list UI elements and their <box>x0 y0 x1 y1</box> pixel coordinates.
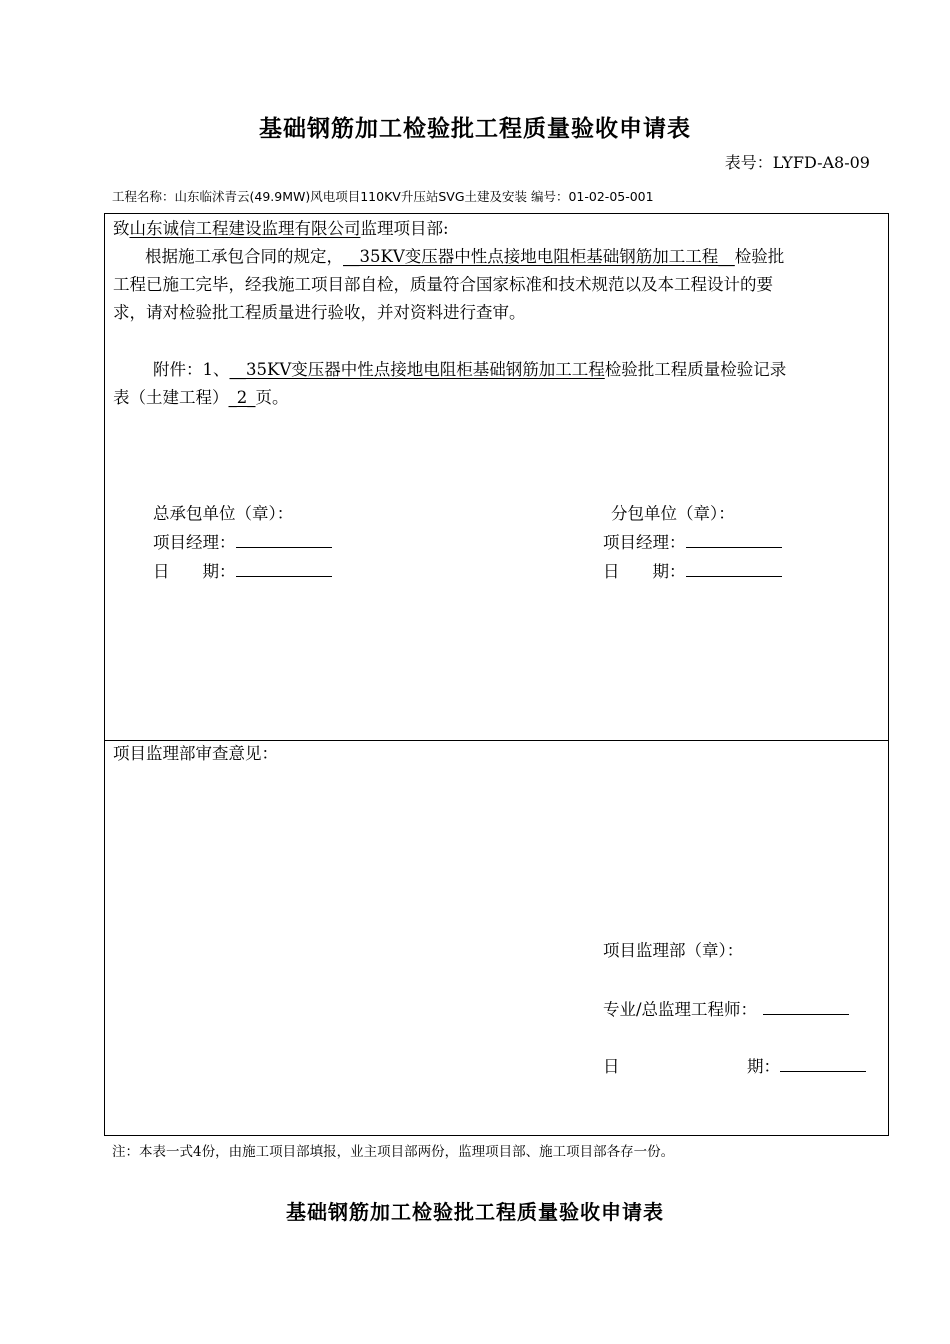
attachment-line-2 <box>113 384 289 412</box>
sc-date-row <box>603 558 782 586</box>
sc-date-label: 日 期： <box>603 562 686 581</box>
sc-manager-field[interactable] <box>686 533 782 548</box>
engineer-row <box>603 996 849 1024</box>
request-line-2: 工程已施工完毕，经我施工项目部自检，质量符合国家标准和技术规范以及本工程设计的要 <box>113 275 773 294</box>
review-section <box>104 740 889 1136</box>
gc-date-label: 日 期： <box>153 562 236 581</box>
engineer-label: 专业/总监理工程师： <box>603 1000 758 1019</box>
attachment-mid: 检验批工程质量检验记录 <box>604 360 787 379</box>
sc-manager-row <box>603 529 782 557</box>
footnote: 注：本表一式4份，由施工项目部填报，业主项目部两份，监理项目部、施工项目部各存一份。 <box>112 1144 675 1160</box>
subcontractor-label: 分包单位（章）： <box>611 504 735 523</box>
review-date-field[interactable] <box>780 1057 866 1072</box>
review-opinion-label: 项目监理部审查意见： <box>113 744 278 763</box>
attachment-pages: _2_ <box>228 388 256 407</box>
gc-manager-label: 项目经理： <box>153 533 236 552</box>
gc-manager-field[interactable] <box>236 533 332 548</box>
attachment-work-item: __35KV变压器中性点接地电阻柜基础钢筋加工工程 <box>229 360 605 379</box>
addressee-line <box>113 215 449 243</box>
gc-manager-row <box>153 529 332 557</box>
attachment-lead: 附件：1、 <box>153 360 230 379</box>
gc-date-field[interactable] <box>236 562 332 577</box>
bottom-title: 基础钢筋加工检验批工程质量验收申请表 <box>286 1200 664 1224</box>
review-date-left: 日 <box>603 1057 620 1076</box>
addressee-suffix: 监理项目部: <box>360 219 449 238</box>
request-lead: 根据施工承包合同的规定， <box>145 247 343 266</box>
supervisor-company: 山东诚信工程建设监理有限公司 <box>129 219 361 238</box>
general-contractor-label: 总承包单位（章）： <box>153 504 294 523</box>
attachment-line-1 <box>153 356 786 384</box>
request-line-3: 求，请对检验批工程质量进行验收，并对资料进行查审。 <box>113 303 526 322</box>
page-title: 基础钢筋加工检验批工程质量验收申请表 <box>259 116 691 142</box>
work-item-name: __35KV变压器中性点接地电阻柜基础钢筋加工工程__ <box>343 247 735 266</box>
application-section <box>104 213 889 741</box>
review-date-label: 期： <box>747 1057 780 1076</box>
review-date-row <box>747 1053 866 1081</box>
sc-date-field[interactable] <box>686 562 782 577</box>
sc-manager-label: 项目经理： <box>603 533 686 552</box>
project-info: 工程名称：山东临沭青云(49.9MW)风电项目110KV升压站SVG土建及安装 编号：01-02-05-001 <box>112 189 654 204</box>
form-number: 表号：LYFD-A8-09 <box>724 153 870 172</box>
addressee-prefix: 致 <box>113 219 130 238</box>
attachment-type: 表（土建工程） <box>113 388 229 407</box>
request-mid: 检验批 <box>734 247 785 266</box>
request-line-1 <box>145 243 784 271</box>
engineer-signature-field[interactable] <box>763 1000 849 1015</box>
gc-date-row <box>153 558 332 586</box>
attachment-pages-unit: 页。 <box>255 388 289 407</box>
dept-seal-label: 项目监理部（章）： <box>603 941 744 960</box>
